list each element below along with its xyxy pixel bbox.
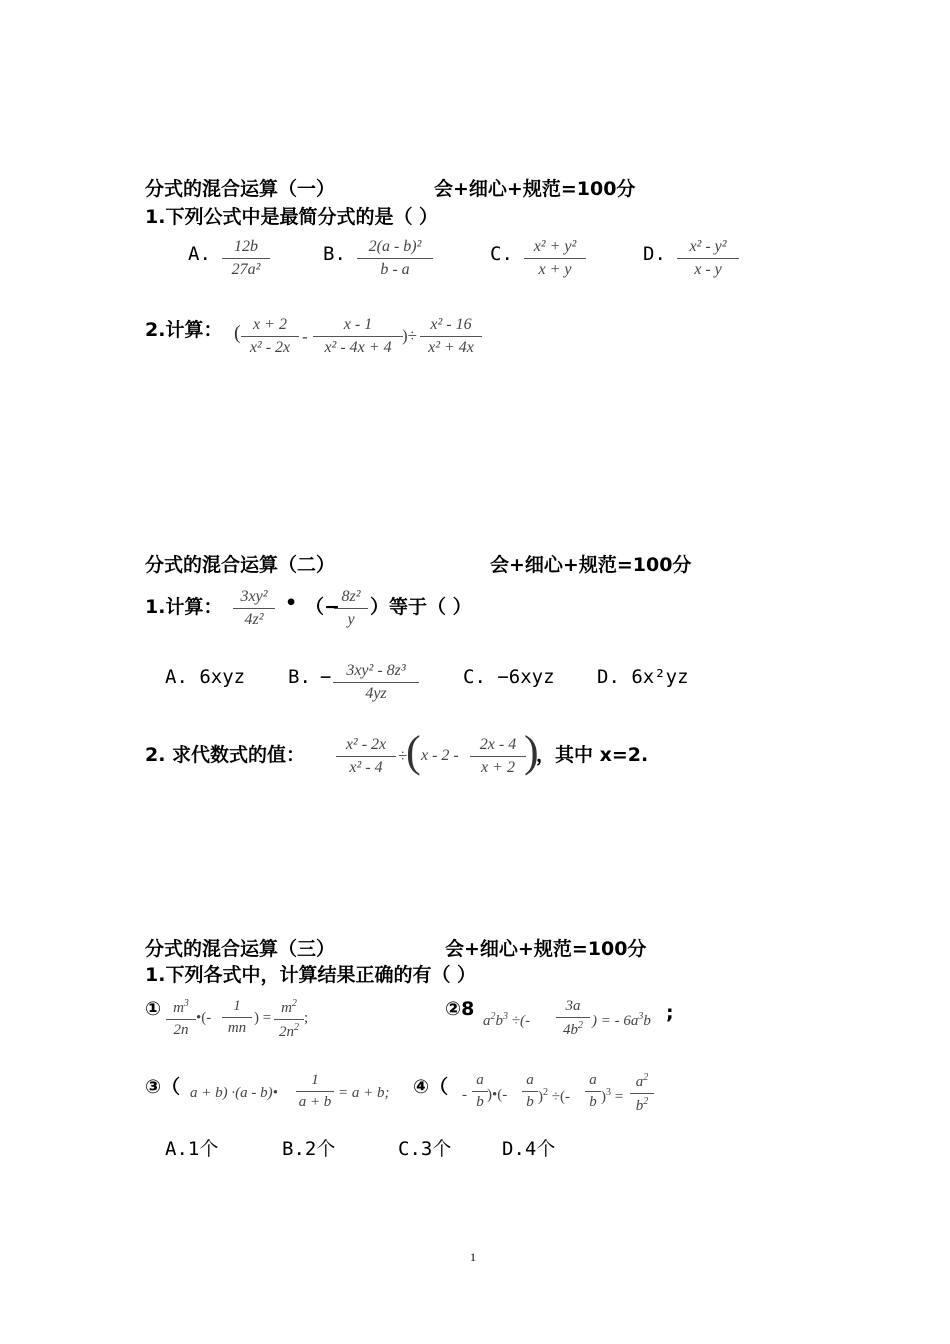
s2-q2-divide: ÷ <box>398 746 408 765</box>
s3-item1-fraction-2: 1 mn <box>222 998 252 1037</box>
section2-score: 会+细心+规范=100分 <box>490 554 692 576</box>
section2-q2: 2. 求代数式的值： <box>145 744 306 766</box>
s3-item4-ops2: )$^2$ ÷(- <box>538 1087 570 1105</box>
s3-item4-fraction-3: a b <box>585 1072 601 1111</box>
s2-q2-fraction-2: 2x - 4 x + 2 <box>470 736 526 777</box>
s2-option-c: C. −6xyz <box>463 666 555 688</box>
section3-score: 会+细心+规范=100分 <box>445 938 647 960</box>
s1-option-d-fraction: x² - y² x - y <box>677 238 739 279</box>
s1-q2-fraction-2: x - 1 x² - 4x + 4 <box>313 316 403 357</box>
s1-q2-fraction-3: x² - 16 x² + 4x <box>420 316 482 357</box>
s2-q2-close-paren: ) <box>524 727 539 776</box>
s3-item4-fraction-1: a b <box>472 1072 488 1111</box>
s3-item1-ops: •(- <box>196 1010 212 1026</box>
page-number: 1 <box>470 1250 476 1264</box>
s3-item4-mark: ④（ <box>413 1076 449 1098</box>
s2-option-a: A. 6xyz <box>165 666 246 688</box>
s2-q1-fraction-2: 8z² y <box>334 588 368 629</box>
section1-q1: 1.下列公式中是最简分式的是（ ） <box>145 206 439 228</box>
s3-item2-mark: ②8 <box>445 998 475 1020</box>
s3-item2-term: $a^2b^3$ ÷(- <box>483 1011 530 1029</box>
s3-item1-mark: ① <box>145 998 162 1020</box>
s3-item2-fraction: 3a $4b^2$ <box>556 998 590 1039</box>
s1-option-a-label: A. <box>188 243 211 265</box>
s1-option-c-label: C. <box>490 243 513 265</box>
section2-q1: 1.计算： <box>145 596 223 618</box>
s3-item4-fraction-4: $a^2$ $b^2$ <box>630 1072 654 1115</box>
s3-item2-result: ) = - $6a^3b$ <box>592 1011 651 1029</box>
s3-item4-fraction-2: a b <box>522 1072 538 1111</box>
s3-option-b: B.2个 <box>282 1138 336 1160</box>
s2-q2-mid: x - 2 - <box>421 747 459 764</box>
s2-q1-dot: • <box>285 592 298 614</box>
s1-q2-fraction-1: x + 2 x² - 2x <box>241 316 299 357</box>
s1-option-d-label: D. <box>643 243 666 265</box>
s2-q2-tail: ，其中 x=2. <box>536 744 649 766</box>
s3-item4-ops3: )$^3$ = <box>601 1087 624 1105</box>
s1-option-b-fraction: 2(a - b)² b - a <box>357 238 433 279</box>
s3-item3-mark: ③（ <box>145 1076 181 1098</box>
s2-q2-open-paren: ( <box>406 727 421 776</box>
s3-item3-term: a + b) ·(a - b)• <box>190 1085 278 1101</box>
s3-option-c: C.3个 <box>398 1138 452 1160</box>
section1-score: 会+细心+规范=100分 <box>434 178 636 200</box>
s3-item3-fraction: 1 a + b <box>296 1072 334 1111</box>
s1-option-b-label: B. <box>323 243 346 265</box>
s3-item1-fraction-1: $m^3$ 2n <box>166 998 196 1039</box>
s2-option-d: D. 6x²yz <box>597 666 689 688</box>
s3-item4-ops1: )•(- <box>487 1087 508 1103</box>
s2-option-b-fraction: 3xy² - 8z³ 4yz <box>333 662 419 703</box>
s2-option-b-prefix: − <box>320 666 332 688</box>
section1-title: 分式的混合运算（一） <box>145 178 336 200</box>
s2-option-b-label: B. <box>288 666 311 688</box>
s3-option-d: D.4个 <box>502 1138 556 1160</box>
s1-option-c-fraction: x² + y² x + y <box>524 238 586 279</box>
s2-q2-fraction-1: x² - 2x x² - 4 <box>336 736 396 777</box>
s3-item2-semicolon: ; <box>666 1002 674 1024</box>
s2-q1-close: ）等于（ ） <box>370 596 472 618</box>
s1-q2-close-div: )÷ <box>402 326 417 345</box>
s3-item1-eq: ) = <box>254 1010 272 1026</box>
s3-item1-semicolon: ; <box>304 1010 309 1026</box>
s1-q2-minus: - <box>302 327 308 346</box>
s3-item4-minus: - <box>462 1087 467 1103</box>
s2-q1-open: （− <box>305 596 340 618</box>
s2-q1-fraction-1: 3xy² 4z² <box>233 588 275 629</box>
s1-q2-open-paren: ( <box>234 322 241 344</box>
s3-item1-fraction-3: $m^2$ $2n^2$ <box>274 998 304 1041</box>
s1-option-a-fraction: 12b 27a² <box>222 238 270 279</box>
section3-title: 分式的混合运算（三） <box>145 938 336 960</box>
section3-q1: 1.下列各式中，计算结果正确的有（ ） <box>145 964 477 986</box>
section1-q2: 2.计算： <box>145 319 223 341</box>
s3-option-a: A.1个 <box>165 1138 219 1160</box>
s3-item3-result: = a + b; <box>338 1085 390 1101</box>
section2-title: 分式的混合运算（二） <box>145 554 336 576</box>
